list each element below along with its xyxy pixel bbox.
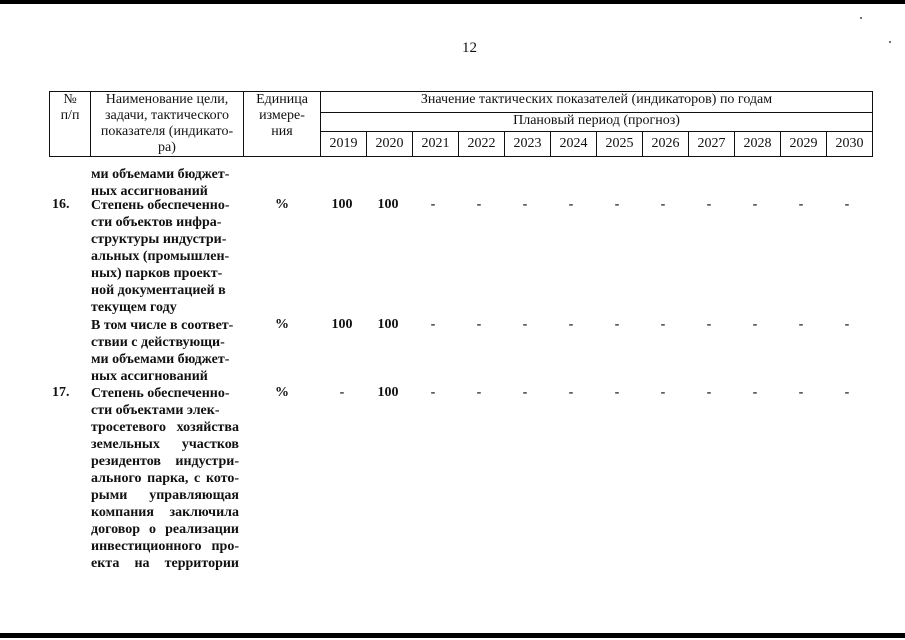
year-value: - — [430, 197, 436, 212]
year-value: - — [844, 197, 850, 212]
year-value: - — [844, 385, 850, 400]
year-value: - — [752, 317, 758, 332]
year-value: - — [798, 197, 804, 212]
year-value: - — [522, 197, 528, 212]
description-line: ных) парков проект- — [91, 266, 223, 281]
year-value: 100 — [377, 317, 399, 332]
year-header: 2030 — [827, 131, 873, 156]
year-value: - — [752, 385, 758, 400]
year-value: - — [660, 317, 666, 332]
year-header: 2023 — [505, 131, 551, 156]
description-line: альных (промышлен- — [91, 249, 230, 264]
year-header: 2020 — [367, 131, 413, 156]
year-value: - — [476, 197, 482, 212]
description-line: земельных участков — [91, 437, 239, 452]
description-line: ных ассигнований — [91, 369, 208, 384]
header-name-line: показателя (индикато- — [100, 124, 234, 139]
year-value: - — [844, 317, 850, 332]
year-value: - — [706, 317, 712, 332]
description-line: ми объемами бюджет- — [91, 352, 230, 367]
year-value: - — [522, 317, 528, 332]
description-line: екта на территории — [91, 556, 239, 571]
header-name-line: Наименование цели, — [105, 92, 229, 107]
year-header: 2022 — [459, 131, 505, 156]
description-line: Степень обеспеченно- — [91, 198, 230, 213]
description-line: ных ассигнований — [91, 184, 208, 199]
year-value: - — [660, 385, 666, 400]
header-number-line: № — [63, 92, 77, 107]
description-line: договор о реализации — [91, 522, 239, 537]
description-line: Степень обеспеченно- — [91, 386, 230, 401]
year-value: - — [614, 197, 620, 212]
year-value: - — [568, 197, 574, 212]
year-value: - — [522, 385, 528, 400]
header-group-title: Значение тактических показателей (индикаторов) по годам — [321, 92, 873, 113]
header-unit-line: измере- — [259, 108, 305, 123]
description-line: структуры индустри- — [91, 232, 227, 247]
year-header: 2028 — [735, 131, 781, 156]
year-value: - — [706, 197, 712, 212]
year-header: 2025 — [597, 131, 643, 156]
year-value: - — [430, 385, 436, 400]
indicator-description — [91, 317, 239, 385]
description-line: резидентов индустри- — [91, 454, 239, 469]
year-value: - — [476, 317, 482, 332]
description-line: текущем году — [91, 300, 177, 315]
year-header: 2026 — [643, 131, 689, 156]
year-header: 2024 — [551, 131, 597, 156]
page-number: 12 — [462, 40, 477, 56]
year-value: 100 — [331, 197, 353, 212]
year-header: 2027 — [689, 131, 735, 156]
header-name-line: ра) — [158, 140, 176, 155]
description-line: тросетевого хозяйства — [91, 420, 239, 435]
row-number: 17. — [52, 385, 70, 400]
indicators-table-body: ми объемами бюджет- ных ассигнований 16. Степень обеспеченно- сти объектов инфра- структуры индустри- альных (промышлен- ных) парков проект- ной документацией в текущем году % 100 100 - - - - - - - - - - В том числе в соответ- ствии с действующи- ми объемами бюджет- ных ассигнований % 100 100 - - - - - - - - - - 17. Степень обеспеченно- сти объектами элек- тросетевого хозяйства земельных участков резидентов индустри- ального парка, с кото- рыми управляющая компания заключила договор о реализации инвестиционного про- екта на территории % - 100 - - - - - - - - - - — [0, 0, 905, 640]
description-line: ствии с действующи- — [91, 335, 225, 350]
description-line: рыми управляющая — [91, 488, 239, 503]
indicator-description — [91, 166, 239, 200]
year-value: - — [798, 385, 804, 400]
description-line: сти объектов инфра- — [91, 215, 222, 230]
header-unit-line: ния — [271, 124, 293, 139]
header-unit-line: Единица — [256, 92, 308, 107]
row-number: 16. — [52, 197, 70, 212]
header-period-title: Плановый период (прогноз) — [321, 112, 873, 131]
year-value: - — [476, 385, 482, 400]
year-value: 100 — [377, 197, 399, 212]
description-line: инвестиционного про- — [91, 539, 239, 554]
year-header: 2029 — [781, 131, 827, 156]
year-value: - — [568, 385, 574, 400]
year-value: - — [614, 317, 620, 332]
year-value: 100 — [331, 317, 353, 332]
year-value: - — [752, 197, 758, 212]
description-line: В том числе в соответ- — [91, 318, 234, 333]
year-value: - — [568, 317, 574, 332]
description-line: ми объемами бюджет- — [91, 167, 230, 182]
year-value: - — [660, 197, 666, 212]
year-value: - — [430, 317, 436, 332]
year-value: - — [798, 317, 804, 332]
year-value: - — [614, 385, 620, 400]
year-value: - — [706, 385, 712, 400]
indicator-description — [91, 197, 239, 316]
description-line: ального парка, с кото- — [91, 471, 239, 486]
year-header: 2021 — [413, 131, 459, 156]
description-line: ной документацией в — [91, 283, 226, 298]
year-value: - — [339, 385, 345, 400]
year-value: 100 — [377, 385, 399, 400]
header-number-line: п/п — [60, 108, 80, 123]
indicator-description — [91, 385, 239, 572]
year-header: 2019 — [321, 131, 367, 156]
description-line: сти объектами элек- — [91, 403, 220, 418]
description-line: компания заключила — [91, 505, 239, 520]
header-name-line: задачи, тактического — [104, 108, 230, 123]
